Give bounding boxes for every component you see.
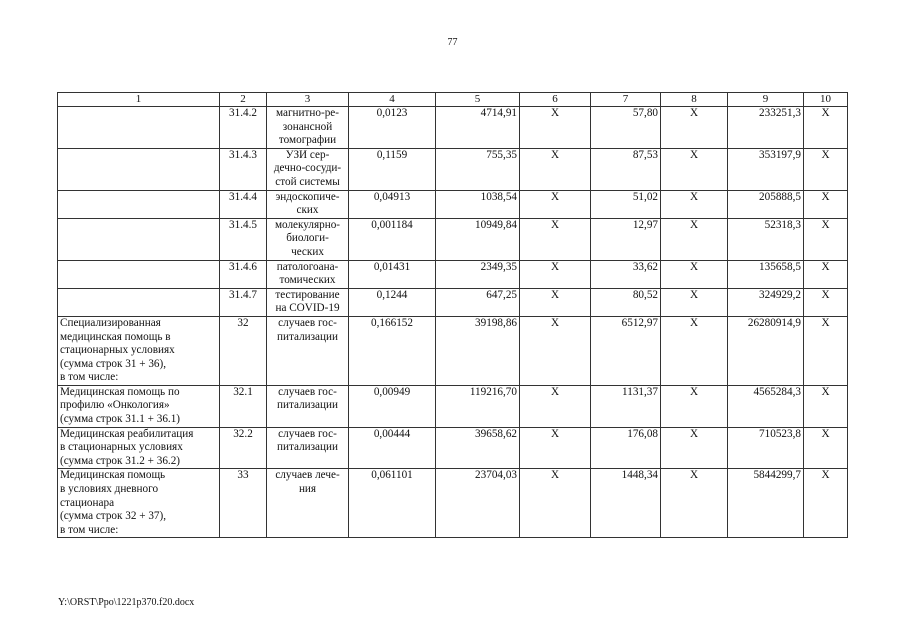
col8-cell: Х xyxy=(661,148,728,190)
col6-cell: Х xyxy=(520,288,591,316)
cell-text-line: стационарных условиях xyxy=(60,344,175,357)
cell-text-line: Специализированная xyxy=(60,316,161,329)
total-cost-cell: 52318,3 xyxy=(728,218,804,260)
cell-text-line: в условиях дневного xyxy=(60,483,159,496)
col10-cell: Х xyxy=(804,190,848,218)
indicator-name-cell xyxy=(58,218,220,260)
table-row xyxy=(58,148,848,190)
norm-cost-cell: 39658,62 xyxy=(436,427,520,469)
column-header: 9 xyxy=(728,93,804,107)
cell-text-line: биологи- xyxy=(286,232,329,245)
table-row xyxy=(58,190,848,218)
norm-volume-cell: 0,061101 xyxy=(349,469,436,538)
indicator-name-cell xyxy=(58,316,220,385)
total-cost-cell: 710523,8 xyxy=(728,427,804,469)
per-capita-cell: 176,08 xyxy=(591,427,661,469)
norm-volume-cell: 0,1159 xyxy=(349,148,436,190)
norm-cost-cell: 39198,86 xyxy=(436,316,520,385)
cell-text-line: Медицинская реабилитация xyxy=(60,427,194,440)
cell-text-line: тестирование xyxy=(275,288,340,301)
cell-text-line: случаев гос- xyxy=(278,316,337,329)
table-row xyxy=(58,316,848,385)
unit-cell xyxy=(267,427,349,469)
row-code-cell: 31.4.4 xyxy=(220,190,267,218)
indicator-name-cell xyxy=(58,385,220,427)
col8-cell: Х xyxy=(661,218,728,260)
col8-cell: Х xyxy=(661,469,728,538)
norm-cost-cell: 23704,03 xyxy=(436,469,520,538)
column-header: 3 xyxy=(267,93,349,107)
col10-cell: Х xyxy=(804,288,848,316)
indicator-name-cell xyxy=(58,288,220,316)
col10-cell: Х xyxy=(804,148,848,190)
col8-cell: Х xyxy=(661,427,728,469)
col6-cell: Х xyxy=(520,148,591,190)
row-code-cell: 33 xyxy=(220,469,267,538)
norm-cost-cell: 647,25 xyxy=(436,288,520,316)
norm-volume-cell: 0,00444 xyxy=(349,427,436,469)
column-header: 10 xyxy=(804,93,848,107)
cell-text-line: (сумма строк 31 + 36), xyxy=(60,357,167,370)
cell-text-line: на COVID-19 xyxy=(275,302,340,315)
total-cost-cell: 135658,5 xyxy=(728,260,804,288)
norm-cost-cell: 755,35 xyxy=(436,148,520,190)
unit-cell xyxy=(267,316,349,385)
row-code-cell: 31.4.3 xyxy=(220,148,267,190)
col6-cell: Х xyxy=(520,427,591,469)
per-capita-cell: 87,53 xyxy=(591,148,661,190)
total-cost-cell: 205888,5 xyxy=(728,190,804,218)
cell-text-line: стационара xyxy=(60,496,115,509)
unit-cell xyxy=(267,218,349,260)
cell-text-line: профилю «Онкология» xyxy=(60,399,170,412)
cell-text-line: случаев гос- xyxy=(278,427,337,440)
col6-cell: Х xyxy=(520,218,591,260)
total-cost-cell: 4565284,3 xyxy=(728,385,804,427)
total-cost-cell: 5844299,7 xyxy=(728,469,804,538)
row-code-cell: 31.4.7 xyxy=(220,288,267,316)
norm-cost-cell: 119216,70 xyxy=(436,385,520,427)
page-number: 77 xyxy=(447,37,458,48)
norm-cost-cell: 2349,35 xyxy=(436,260,520,288)
cell-text-line: ческих xyxy=(291,245,324,258)
col8-cell: Х xyxy=(661,107,728,149)
cell-text-line: случаев лече- xyxy=(275,469,340,482)
table-row xyxy=(58,288,848,316)
table-row xyxy=(58,107,848,149)
norm-volume-cell: 0,001184 xyxy=(349,218,436,260)
row-code-cell: 31.4.6 xyxy=(220,260,267,288)
unit-cell xyxy=(267,148,349,190)
column-header: 7 xyxy=(591,93,661,107)
column-header: 4 xyxy=(349,93,436,107)
cell-text-line: питализации xyxy=(277,330,338,343)
row-code-cell: 32.2 xyxy=(220,427,267,469)
table-row xyxy=(58,469,848,538)
norm-cost-cell: 1038,54 xyxy=(436,190,520,218)
cell-text-line: зонансной xyxy=(282,120,333,133)
cell-text-line: томических xyxy=(279,274,336,287)
cell-text-line: питализации xyxy=(277,399,338,412)
col8-cell: Х xyxy=(661,316,728,385)
per-capita-cell: 80,52 xyxy=(591,288,661,316)
cell-text-line: молекулярно- xyxy=(274,218,341,231)
data-table xyxy=(57,92,848,538)
per-capita-cell: 51,02 xyxy=(591,190,661,218)
table-row xyxy=(58,260,848,288)
col10-cell: Х xyxy=(804,260,848,288)
row-code-cell: 32.1 xyxy=(220,385,267,427)
norm-cost-cell: 10949,84 xyxy=(436,218,520,260)
column-header: 5 xyxy=(436,93,520,107)
col10-cell: Х xyxy=(804,218,848,260)
cell-text-line: ских xyxy=(296,204,319,217)
table-row xyxy=(58,385,848,427)
column-header: 1 xyxy=(58,93,220,107)
cell-text-line: томографии xyxy=(278,134,337,147)
norm-volume-cell: 0,1244 xyxy=(349,288,436,316)
norm-volume-cell: 0,00949 xyxy=(349,385,436,427)
cell-text-line: УЗИ сер- xyxy=(285,148,330,161)
total-cost-cell: 233251,3 xyxy=(728,107,804,149)
indicator-name-cell xyxy=(58,260,220,288)
column-header: 2 xyxy=(220,93,267,107)
cell-text-line: в том числе: xyxy=(60,371,119,384)
col10-cell: Х xyxy=(804,107,848,149)
total-cost-cell: 353197,9 xyxy=(728,148,804,190)
indicator-name-cell xyxy=(58,427,220,469)
cell-text-line: магнитно-ре- xyxy=(275,107,339,119)
col6-cell: Х xyxy=(520,316,591,385)
per-capita-cell: 6512,97 xyxy=(591,316,661,385)
unit-cell xyxy=(267,288,349,316)
col6-cell: Х xyxy=(520,260,591,288)
per-capita-cell: 12,97 xyxy=(591,218,661,260)
cell-text-line: Медицинская помощь по xyxy=(60,385,180,398)
cell-text-line: медицинская помощь в xyxy=(60,330,171,343)
norm-volume-cell: 0,0123 xyxy=(349,107,436,149)
col10-cell: Х xyxy=(804,427,848,469)
col6-cell: Х xyxy=(520,190,591,218)
indicator-name-cell xyxy=(58,469,220,538)
col6-cell: Х xyxy=(520,385,591,427)
indicator-name-cell xyxy=(58,190,220,218)
col8-cell: Х xyxy=(661,385,728,427)
unit-cell xyxy=(267,190,349,218)
cell-text-line: дечно-сосуди- xyxy=(273,162,342,175)
column-header: 6 xyxy=(520,93,591,107)
row-code-cell: 32 xyxy=(220,316,267,385)
indicator-name-cell xyxy=(58,107,220,149)
cell-text-line: патологоана- xyxy=(276,260,339,273)
table-row xyxy=(58,427,848,469)
cell-text-line: случаев гос- xyxy=(278,385,337,398)
cell-text-line: питализации xyxy=(277,441,338,454)
column-header: 8 xyxy=(661,93,728,107)
col8-cell: Х xyxy=(661,288,728,316)
per-capita-cell: 33,62 xyxy=(591,260,661,288)
cell-text-line: ния xyxy=(298,483,317,496)
col8-cell: Х xyxy=(661,260,728,288)
table-body xyxy=(58,107,848,538)
norm-volume-cell: 0,04913 xyxy=(349,190,436,218)
norm-cost-cell: 4714,91 xyxy=(436,107,520,149)
col8-cell: Х xyxy=(661,190,728,218)
cell-text-line: в стационарных условиях xyxy=(60,441,183,454)
total-cost-cell: 26280914,9 xyxy=(728,316,804,385)
table-header-row xyxy=(58,93,848,107)
col10-cell: Х xyxy=(804,316,848,385)
table-row xyxy=(58,218,848,260)
row-code-cell: 31.4.5 xyxy=(220,218,267,260)
cell-text-line: (сумма строк 32 + 37), xyxy=(60,510,167,523)
per-capita-cell: 57,80 xyxy=(591,107,661,149)
cell-text-line: (сумма строк 31.1 + 36.1) xyxy=(60,413,181,426)
cell-text-line: стой системы xyxy=(275,175,340,188)
norm-volume-cell: 0,01431 xyxy=(349,260,436,288)
indicator-name-cell xyxy=(58,148,220,190)
col10-cell: Х xyxy=(804,469,848,538)
col6-cell: Х xyxy=(520,469,591,538)
col6-cell: Х xyxy=(520,107,591,149)
cell-text-line: эндоскопиче- xyxy=(275,190,340,203)
col10-cell: Х xyxy=(804,385,848,427)
unit-cell xyxy=(267,385,349,427)
unit-cell xyxy=(267,469,349,538)
norm-volume-cell: 0,166152 xyxy=(349,316,436,385)
footer-file-path: Y:\ORST\Ppo\1221p370.f20.docx xyxy=(58,597,195,608)
unit-cell xyxy=(267,260,349,288)
total-cost-cell: 324929,2 xyxy=(728,288,804,316)
per-capita-cell: 1131,37 xyxy=(591,385,661,427)
cell-text-line: (сумма строк 31.2 + 36.2) xyxy=(60,454,181,467)
unit-cell xyxy=(267,107,349,149)
row-code-cell: 31.4.2 xyxy=(220,107,267,149)
per-capita-cell: 1448,34 xyxy=(591,469,661,538)
cell-text-line: Медицинская помощь xyxy=(60,469,166,482)
cell-text-line: в том числе: xyxy=(60,523,119,536)
